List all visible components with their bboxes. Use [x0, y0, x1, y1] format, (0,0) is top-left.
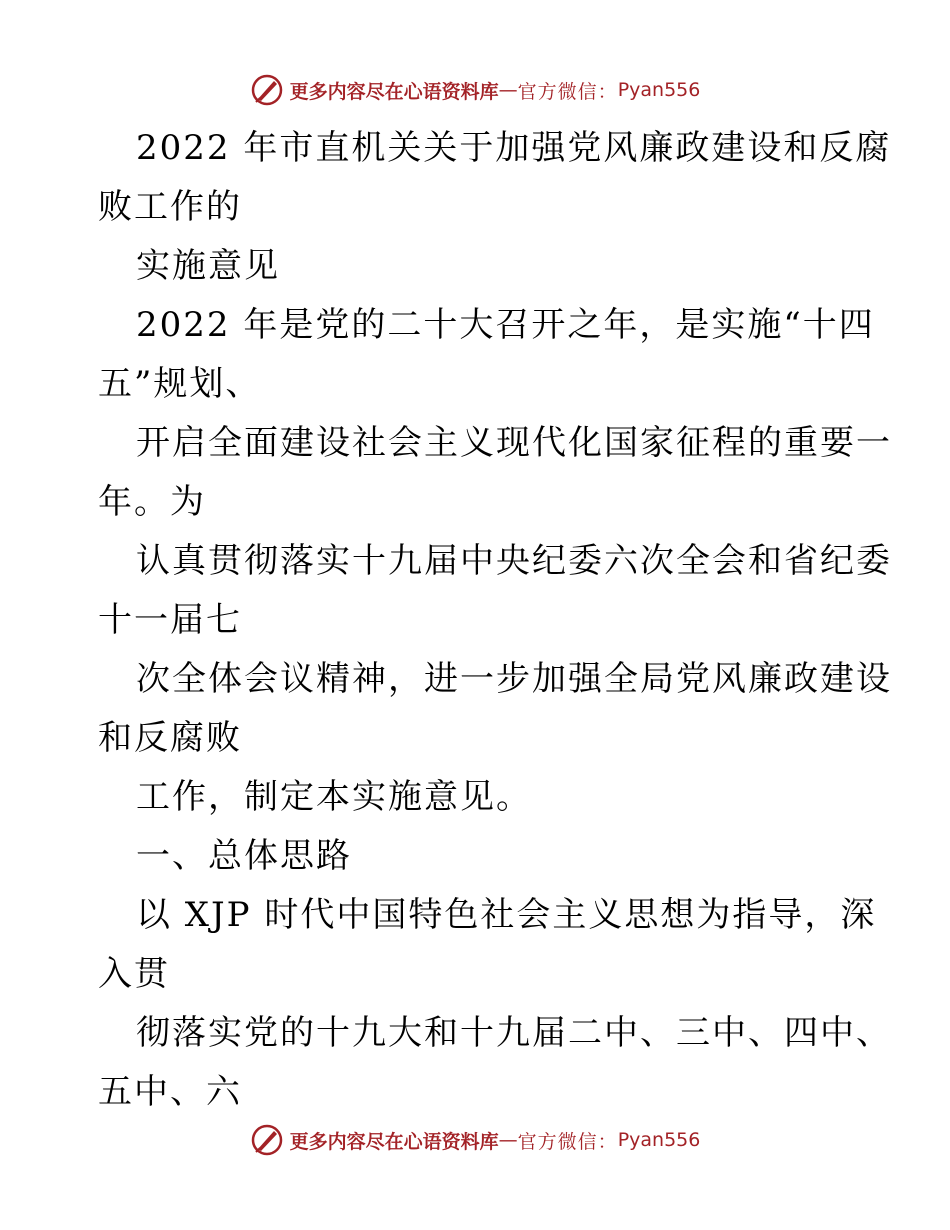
watermark-wechat-id: Pyan556: [617, 79, 701, 101]
header-watermark: [0, 70, 950, 110]
watermark-separator: —: [498, 79, 518, 101]
document-body: [98, 119, 892, 1122]
document-line: 2022 年市直机关关于加强党风廉政建设和反腐: [136, 128, 892, 168]
document-line: 和反腐败: [98, 718, 242, 758]
section-heading: 一、总体思路: [136, 836, 352, 876]
document-line: 十一届七: [98, 600, 242, 640]
document-line: 次全体会议精神，进一步加强全局党风廉政建设: [136, 659, 892, 699]
quill-logo-icon: [250, 73, 284, 107]
quill-logo-icon: [250, 1123, 284, 1157]
watermark-main-text: 更多内容尽在心语资料库: [289, 1130, 499, 1153]
footer-watermark: [0, 1120, 950, 1160]
document-line: 入贯: [98, 954, 170, 994]
watermark-main-text: 更多内容尽在心语资料库: [289, 80, 499, 103]
document-line: 2022 年是党的二十大召开之年，是实施“十四: [136, 305, 875, 345]
document-line: 以 XJP 时代中国特色社会主义思想为指导，深: [136, 895, 877, 935]
document-line: 实施意见: [136, 246, 280, 286]
document-line: 年。为: [98, 482, 206, 522]
document-line: 开启全面建设社会主义现代化国家征程的重要一: [136, 423, 892, 463]
document-line: 五”规划、: [98, 364, 262, 404]
document-line: 工作，制定本实施意见。: [136, 777, 532, 817]
watermark-wechat-label: 官方微信：: [517, 80, 618, 103]
watermark-wechat-label: 官方微信：: [517, 1130, 618, 1153]
document-line: 五中、六: [98, 1072, 242, 1112]
watermark-separator: —: [498, 1129, 518, 1151]
document-line: 彻落实党的十九大和十九届二中、三中、四中、: [136, 1013, 892, 1053]
document-line: 认真贯彻落实十九届中央纪委六次全会和省纪委: [136, 541, 892, 581]
document-line: 败工作的: [98, 187, 242, 227]
watermark-wechat-id: Pyan556: [617, 1129, 701, 1151]
